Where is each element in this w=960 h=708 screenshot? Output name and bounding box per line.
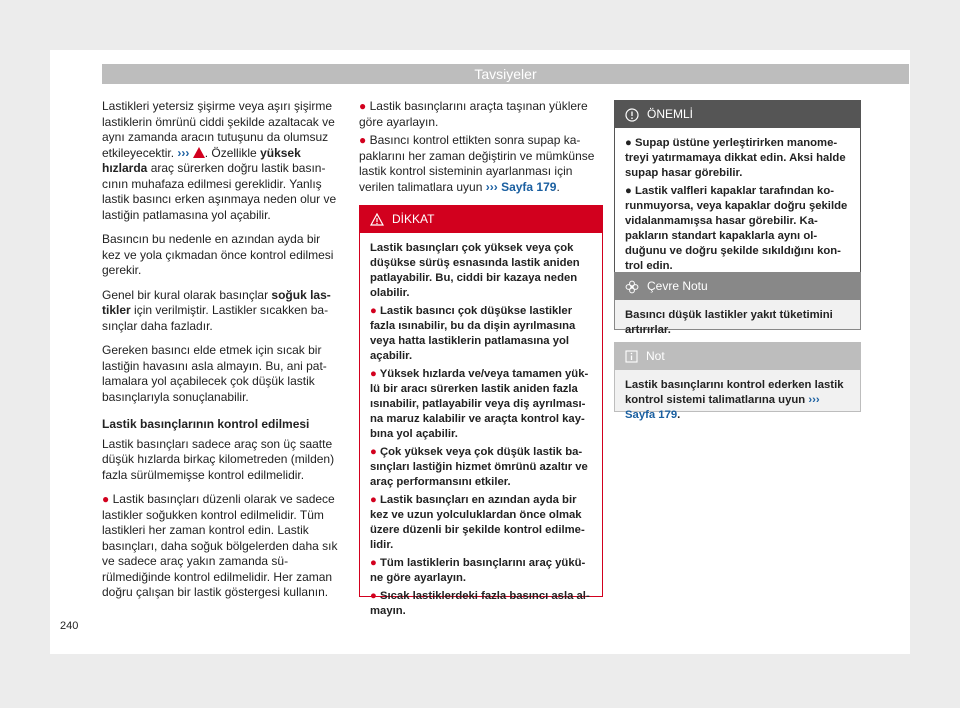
bullet-item <box>359 99 602 130</box>
text: . Özellikle <box>204 145 257 160</box>
note-text <box>625 378 850 423</box>
bullet-icon: ● <box>625 137 632 149</box>
text: Sıcak lastiklerdeki fazla basıncı asla almayın. <box>370 590 590 617</box>
bullet-icon: ● <box>625 185 632 197</box>
warning-box-body <box>360 233 602 630</box>
bold-text: yüksek hızlarda <box>102 145 301 175</box>
text: . <box>677 409 681 421</box>
warning-item <box>370 556 592 586</box>
warning-item <box>370 367 592 442</box>
important-item <box>625 184 850 274</box>
environment-note-title: Çevre Notu <box>647 279 708 293</box>
text: için verilmiştir. Lastikler sıcakken basınçlar daha fazladır. <box>102 303 329 333</box>
text: Basıncı kontrol ettikten sonra supap kapaklarını her zaman değiştirin ve mümkünse lastik kontrol sisteminin ayarlanması için verilen talimatlara uyun <box>359 133 595 194</box>
column-2 <box>359 99 602 204</box>
text: Yüksek hızlarda ve/veya tamamen yüklü bir aracı sürerken lastik aniden fazla ısınabilir, patlayabilir veya diş ayrılmasına maruz kalabilir ve araçta kontrol kaybına yol açabilir. <box>370 368 589 440</box>
warning-box-title: DİKKAT <box>392 212 435 226</box>
text: Genel bir kural olarak basınçlar <box>102 287 269 302</box>
text: Lastik basıncı çok düşükse lastikler fazla ısınabilir, bu da dişin ayrılmasına veya hatta lastiklerin patlamasına yol açabilir. <box>370 305 576 362</box>
paragraph-1 <box>102 99 340 223</box>
paragraph-2: Basıncın bu nedenle en azından ayda bir kez ve yola çıkmadan önce kontrol edilmesi gerekir. <box>102 232 334 277</box>
important-box <box>614 100 861 287</box>
page-link[interactable]: ››› Sayfa 179 <box>625 394 820 421</box>
bullet-item <box>359 133 602 195</box>
text: Lastik basınçları en azından ayda bir kez ve uzun yolculuklardan önce olmak üzere düzenli bir şekilde kontrol edilmelidir. <box>370 494 585 551</box>
paragraph-4: Gereken basıncı elde etmek için sıcak bir lastiğin havasını asla almayın. Bu, ani patlamalara yol açabilecek çok düşük lastik basınçlarıyla sonuçlanabilir. <box>102 343 327 404</box>
page-number: 240 <box>60 620 79 632</box>
warning-item <box>370 304 592 364</box>
subheading: Lastik basınçlarının kontrol edilmesi <box>102 417 310 431</box>
environment-note-box <box>614 272 861 336</box>
important-box-body <box>615 128 860 285</box>
environment-note-header <box>615 273 860 300</box>
note-box <box>614 342 861 421</box>
bullet-icon: ● <box>102 492 110 506</box>
text: Lastikleri yetersiz şişirme veya aşırı şişirme lastiklerin ömrünü ciddi şekilde azaltacak ve aynı zamanda aracın tutuşunu da olumsuz etkileyecektir. <box>102 99 335 160</box>
important-box-header <box>615 101 860 128</box>
bullet-icon: ● <box>359 99 367 113</box>
reference-arrows[interactable]: ››› <box>177 145 190 160</box>
text: Lastik basınçlarını araçta taşınan yüklere göre ayarlayın. <box>359 99 588 129</box>
bullet-icon: ● <box>370 446 377 458</box>
bold-text: soğuk lastikler <box>102 287 331 317</box>
text: Supap üstüne yerleştirirken manometreyi yatırmamaya dikkat edin. Aksi halde supap hasar görebilir. <box>625 137 846 179</box>
page-link[interactable]: ››› Sayfa 179 <box>485 179 557 194</box>
important-box-title: ÖNEMLİ <box>647 107 694 121</box>
warning-box-header <box>360 206 602 233</box>
bullet-icon: ● <box>370 590 377 602</box>
paragraph-5: Lastik basınçları sadece araç son üç saatte düşük hızlarda birkaç kilometreden (milden) fazla sürülmemişse kontrol edilmelidir. <box>102 436 335 482</box>
warning-triangle-icon <box>370 213 384 226</box>
note-box-header <box>615 343 860 370</box>
warning-intro: Lastik basınçları çok yüksek veya çok düşükse sürüş esnasında lastik aniden patlayabilir. Bu, ciddi bir kazaya neden olabilir. <box>370 242 580 299</box>
manual-page <box>50 50 910 654</box>
bullet-item <box>102 492 340 601</box>
bullet-icon: ● <box>370 494 377 506</box>
text: . <box>556 179 560 194</box>
bullet-icon: ● <box>359 133 367 147</box>
bullet-icon: ● <box>370 305 377 317</box>
text: Çok yüksek veya çok düşük lastik basınçları lastiğin hizmet ömrünü azaltır ve araç performansını etkiler. <box>370 446 588 488</box>
exclamation-circle-icon <box>625 108 639 122</box>
warning-triangle-icon <box>193 147 205 158</box>
note-box-body <box>615 370 860 434</box>
section-header: Tavsiyeler <box>102 64 909 84</box>
info-icon <box>625 350 638 363</box>
note-box-title: Not <box>646 349 665 363</box>
paragraph-3 <box>102 288 340 335</box>
text: araç sürerken doğru lastik basıncının muhafaza edilmesi gereklidir. Yanlış lastik basıncı erken aşınmaya neden olur ve lastiğin patlamasına yol açabilir. <box>102 161 337 222</box>
text: Lastik basınçlarını kontrol ederken lastik kontrol sistemi talimatlarına uyun <box>625 379 844 406</box>
warning-item <box>370 493 592 553</box>
flower-icon <box>625 280 639 294</box>
bullet-icon: ● <box>370 368 377 380</box>
warning-item <box>370 589 592 619</box>
text: Lastik valfleri kapaklar tarafından korunmuyorsa, veya kapaklar doğru şekilde vidalanmamışsa hasar görebilir. Kapakların standart kapaklarla aynı olduğunu ve doğru şekilde sıkıldığını kontrol edin. <box>625 185 848 272</box>
text: Basıncı düşük lastikler yakıt tüketimini artırırlar. <box>625 309 833 336</box>
warning-item <box>370 445 592 490</box>
bullet-icon: ● <box>370 557 377 569</box>
important-item <box>625 136 850 181</box>
column-1 <box>102 99 340 610</box>
text: Lastik basınçları düzenli olarak ve sadece lastikler soğukken kontrol edilmelidir. Tüm lastikleri her zaman kontrol edin. Lastik basınçları, daha soğuk bölgelerden daha sık ve sadece araç yakın zamanda sürülmediğinde kontrol edilmelidir. Her zaman doğru çalışan bir lastik göstergesi kullanın. <box>102 492 338 599</box>
warning-box <box>359 205 603 617</box>
text: Tüm lastiklerin basınçlarını araç yüküne göre ayarlayın. <box>370 557 586 584</box>
